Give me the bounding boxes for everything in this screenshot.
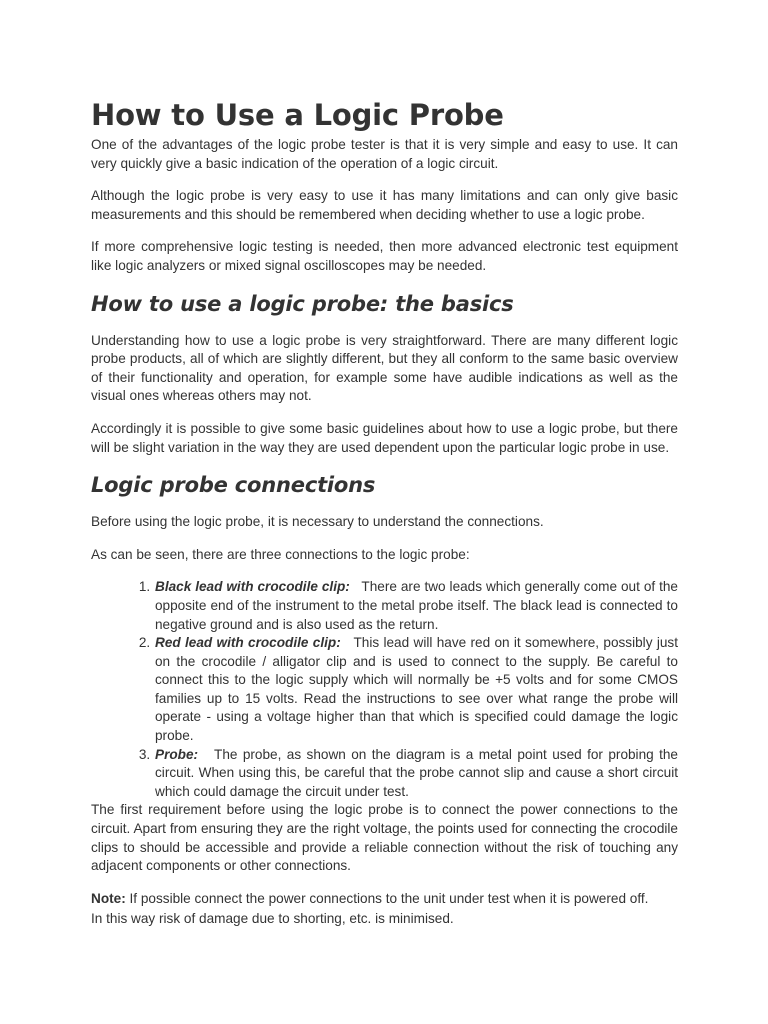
basics-paragraph-2: Accordingly it is possible to give some basic guidelines about how to use a logic probe, but there will be slight variation in the way they are used dependent upon the particular logic probe in use. (91, 420, 678, 455)
list-item-text: The probe, as shown on the diagram is a metal point used for probing the circuit. When using this, be careful that the probe cannot slip and cause a short circuit which could damage the circuit under test. (155, 746, 678, 799)
list-item-text: There are two leads which generally come out of the opposite end of the instrument to the metal probe itself. The black lead is connected to negative ground and is also used as the return. (155, 579, 678, 632)
section-heading-basics: How to use a logic probe: the basics (91, 291, 514, 316)
document-page (91, 96, 678, 929)
connections-paragraph-2: As can be seen, there are three connections to the logic probe: (91, 546, 470, 562)
list-item-title: Red lead with crocodile clip: (155, 635, 341, 651)
intro-paragraph-2: Although the logic probe is very easy to use it has many limitations and can only give basic measurements and this should be remembered when deciding whether to use a logic probe. (91, 188, 678, 222)
basics-paragraph-1: Understanding how to use a logic probe is very straightforward. There are many different logic probe products, all of which are slightly different, but they all conform to the same basic overview of their functionality and operation, for example some have audible indications as well as the visual ones whereas others may not. (91, 332, 678, 404)
list-item (154, 746, 678, 802)
note-label: Note: (91, 890, 126, 906)
page-title: How to Use a Logic Probe (91, 98, 504, 132)
intro-paragraph-3: If more comprehensive logic testing is needed, then more advanced electronic test equipment like logic analyzers or mixed signal oscilloscopes may be needed. (91, 239, 678, 273)
section-heading-connections: Logic probe connections (91, 473, 376, 498)
list-item (154, 634, 678, 746)
list-item-text: This lead will have red on it somewhere, possibly just on the crocodile / alligator clip and is used to connect to the supply. Be careful to connect this to the logic supply which will normally be +5 volts and for some CMOS families up to 15 volts. Read the instructions to see over what range the probe will operate - using a voltage higher than that which is specified could damage the logic probe. (155, 635, 678, 744)
list-item-title: Probe: (155, 746, 199, 762)
connections-list (91, 578, 678, 801)
connections-paragraph-1: Before using the logic probe, it is necessary to understand the connections. (91, 514, 544, 530)
note-text: If possible connect the power connections to the unit under test when it is powered off. (129, 890, 649, 906)
intro-paragraph-1: One of the advantages of the logic probe tester is that it is very simple and easy to use. It can very quickly give a basic indication of the operation of a logic circuit. (91, 137, 678, 171)
list-item (154, 578, 678, 634)
note-paragraph-line-2: In this way risk of damage due to shorting, etc. is minimised. (91, 911, 454, 927)
note-paragraph (91, 890, 678, 909)
connections-after-paragraph: The first requirement before using the logic probe is to connect the power connections to the circuit. Apart from ensuring they are the right voltage, the points used for connecting the crocodile clips to should be accessible and provide a reliable connection without the risk of touching any adjacent components or other connections. (91, 802, 678, 874)
list-item-title: Black lead with crocodile clip: (155, 579, 350, 595)
